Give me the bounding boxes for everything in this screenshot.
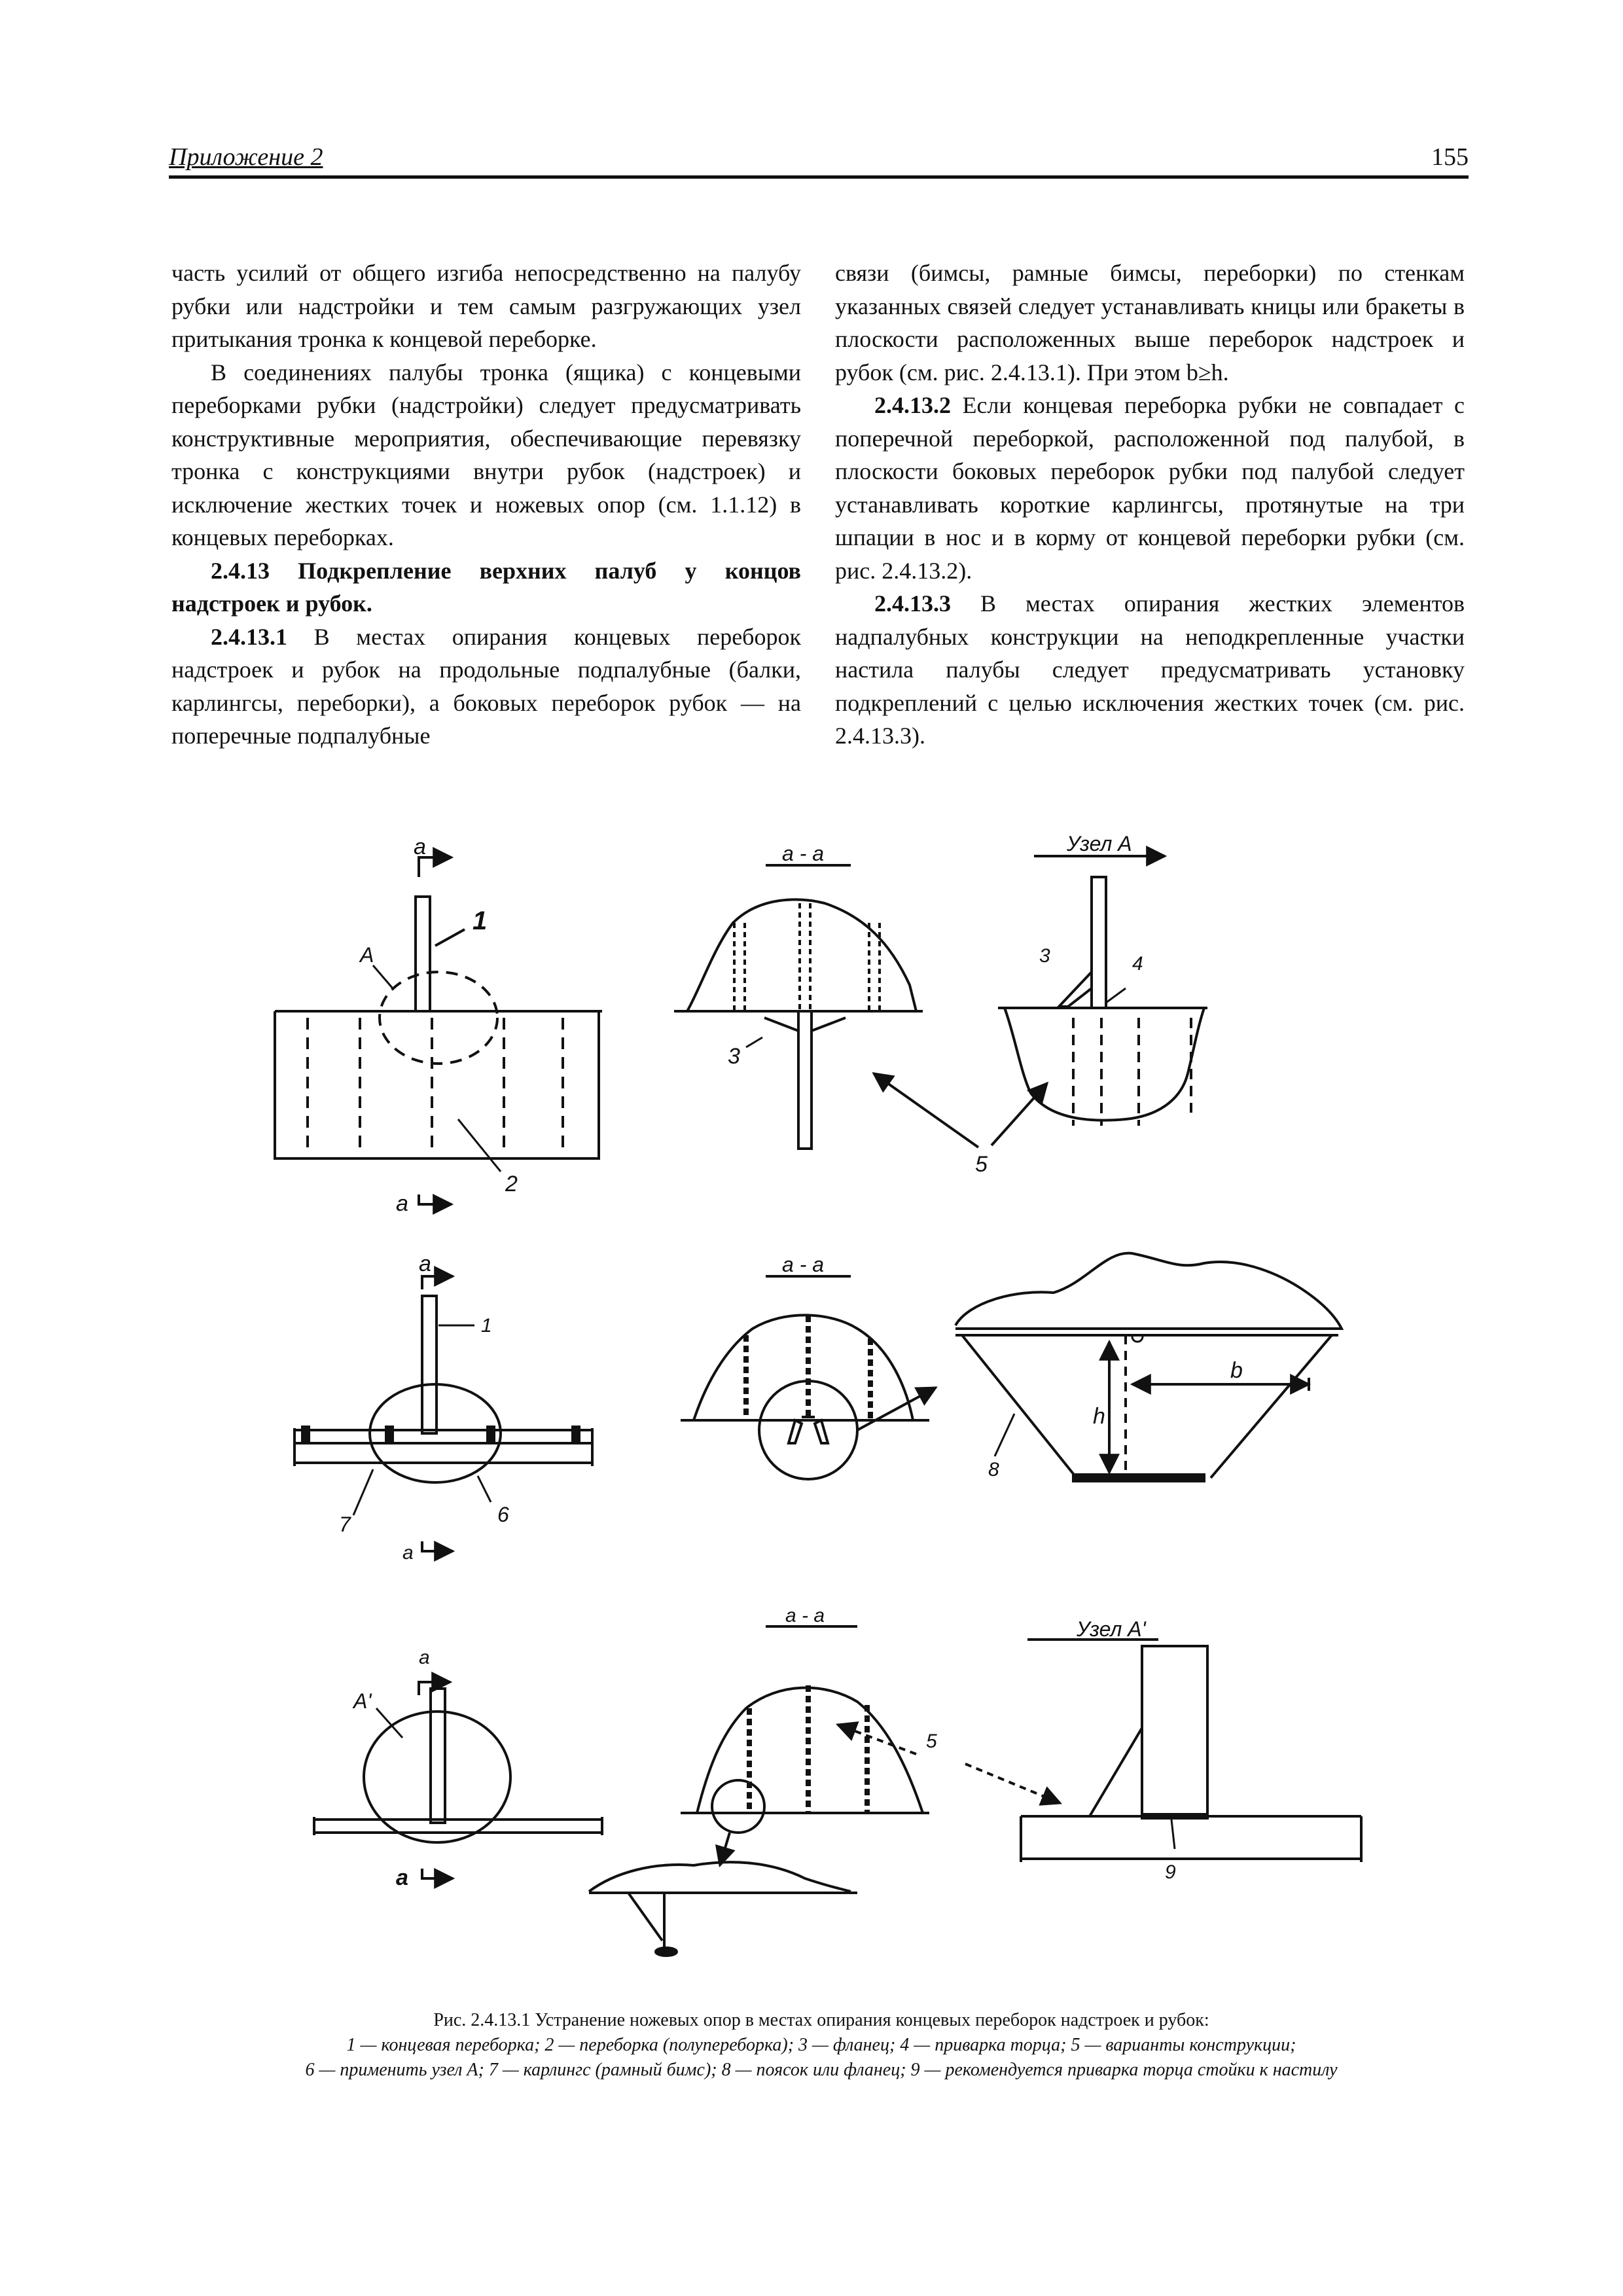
label-A: А: [360, 943, 374, 967]
diagram-bulkhead-row2-labels: [339, 1251, 509, 1564]
diagram-bulkhead-row2: [294, 1276, 592, 1551]
diagram-bracket-hb: [955, 1253, 1342, 1481]
label-3: 3: [1039, 945, 1050, 967]
paragraph: связи (бимсы, рамные бимсы, переборки) по стенкам указанных связей следует устанавливать кницы или бракеты в плоскости расположенных выше переборок надстроек и рубок (см. рис. 2.4.13.1). При этом b≥h.: [835, 260, 1465, 386]
label-5: 5: [975, 1152, 988, 1177]
clause-text: В местах опирания жестких элементов надпалубных конструкции на неподкрепленные участки настила палубы следует предусматривать установку подкреплений с целью исключения жестких точек (см. рис. 2.4.13.3).: [835, 590, 1465, 749]
diagram-node-a1-labels: [1076, 1617, 1176, 1883]
paragraph: [171, 620, 801, 753]
label-a: а: [402, 1542, 414, 1564]
label-7: 7: [339, 1513, 351, 1536]
label-aa: а - а: [782, 1253, 825, 1276]
label-b: b: [1230, 1358, 1243, 1383]
label-6: 6: [497, 1503, 509, 1526]
clause-number: 2.4.13.1: [211, 623, 287, 650]
paragraph: часть усилий от общего изгиба непосредственно на палубу рубки или надстройки и тем самым разгружающих узел притыкания тронка к концевой переборке.: [171, 260, 801, 352]
technical-figure: [262, 831, 1479, 1977]
diagram-section-aa-row2: [681, 1276, 936, 1479]
label-a: а: [419, 1251, 431, 1276]
diagram-section-aa-row3: [589, 1626, 1060, 1956]
paragraph: [835, 587, 1465, 753]
clause-text: Если концевая переборка рубки не совпадает с поперечной переборкой, расположенной под палубой, в плоскости боковых переборок рубки под палубой следует устанавливать короткие карлингсы, протянутые на три шпации в нос и в корму от концевой переборки рубки (см. рис. 2.4.13.2).: [835, 392, 1465, 584]
diagram-section-aa-row1-labels: [728, 842, 824, 1069]
label-a: а: [419, 1647, 430, 1668]
label-node-a: Узел А: [1067, 832, 1132, 855]
label-a: а: [414, 834, 426, 859]
caption-legend: 6 — применить узел А; 7 — карлингс (рамный бимс); 8 — поясок или фланец; 9 — рекомендуется приварка торца стойки к настилу: [305, 2060, 1338, 2080]
caption-title: Рис. 2.4.13.1 Устранение ножевых опор в местах опирания концевых переборок надстроек и рубок:: [433, 2010, 1209, 2030]
label-1: 1: [481, 1315, 492, 1336]
right-column: [835, 257, 1465, 753]
variants-arrows: [874, 1073, 1047, 1147]
label-h: h: [1093, 1404, 1105, 1429]
caption-legend: 1 — концевая переборка; 2 — переборка (полупереборка); 3 — фланец; 4 — приварка торца; 5 — варианты конструкции;: [346, 2035, 1296, 2055]
left-column: [171, 257, 801, 753]
label-aa: а - а: [785, 1605, 825, 1626]
page-header: [169, 143, 1469, 177]
diagram-bracket-hb-labels: [988, 1358, 1243, 1480]
label-a: а: [396, 1865, 408, 1890]
clause-number: 2.4.13.2: [874, 392, 951, 418]
paragraph: В соединениях палубы тронка (ящика) с концевыми переборками рубки (надстройки) следует предусматривать конструктивные мероприятия, обеспечивающие перевязку тронка с конструкциями внутри рубок (надстроек) и исключение жестких точек и ножевых опор (см. 1.1.12) в концевых переборках.: [171, 359, 801, 550]
diagram-node-a-row1: [998, 856, 1207, 1126]
paragraph: [835, 389, 1465, 587]
label-3: 3: [728, 1044, 740, 1069]
diagram-bulkhead-row1: [275, 857, 602, 1204]
label-aa: а - а: [782, 842, 825, 865]
clause-number: 2.4.13.3: [874, 590, 951, 617]
section-heading: 2.4.13 Подкрепление верхних палуб у концов надстроек и рубок.: [171, 557, 801, 617]
label-node-a1: Узел А': [1077, 1617, 1146, 1641]
diagram-node-a1: [1021, 1640, 1361, 1862]
label-8: 8: [988, 1459, 999, 1480]
label-A1: А': [353, 1689, 372, 1713]
label-1: 1: [473, 906, 488, 935]
diagram-section-aa-row1: [674, 865, 923, 1149]
page-number: 155: [1431, 143, 1469, 171]
figure-caption: [171, 2008, 1471, 2083]
label-4: 4: [1132, 953, 1143, 975]
label-a: а: [396, 1191, 408, 1216]
clause-text: В местах опирания концевых переборок надстроек и рубок на продольные подпалубные (балки, карлингсы, переборки), а боковых переборок рубок — на поперечные подпалубные: [171, 623, 801, 749]
label-2: 2: [505, 1172, 518, 1196]
label-5: 5: [926, 1731, 937, 1752]
section-title: Приложение 2: [169, 143, 323, 171]
header-rule: [169, 175, 1469, 179]
label-9: 9: [1165, 1861, 1176, 1883]
